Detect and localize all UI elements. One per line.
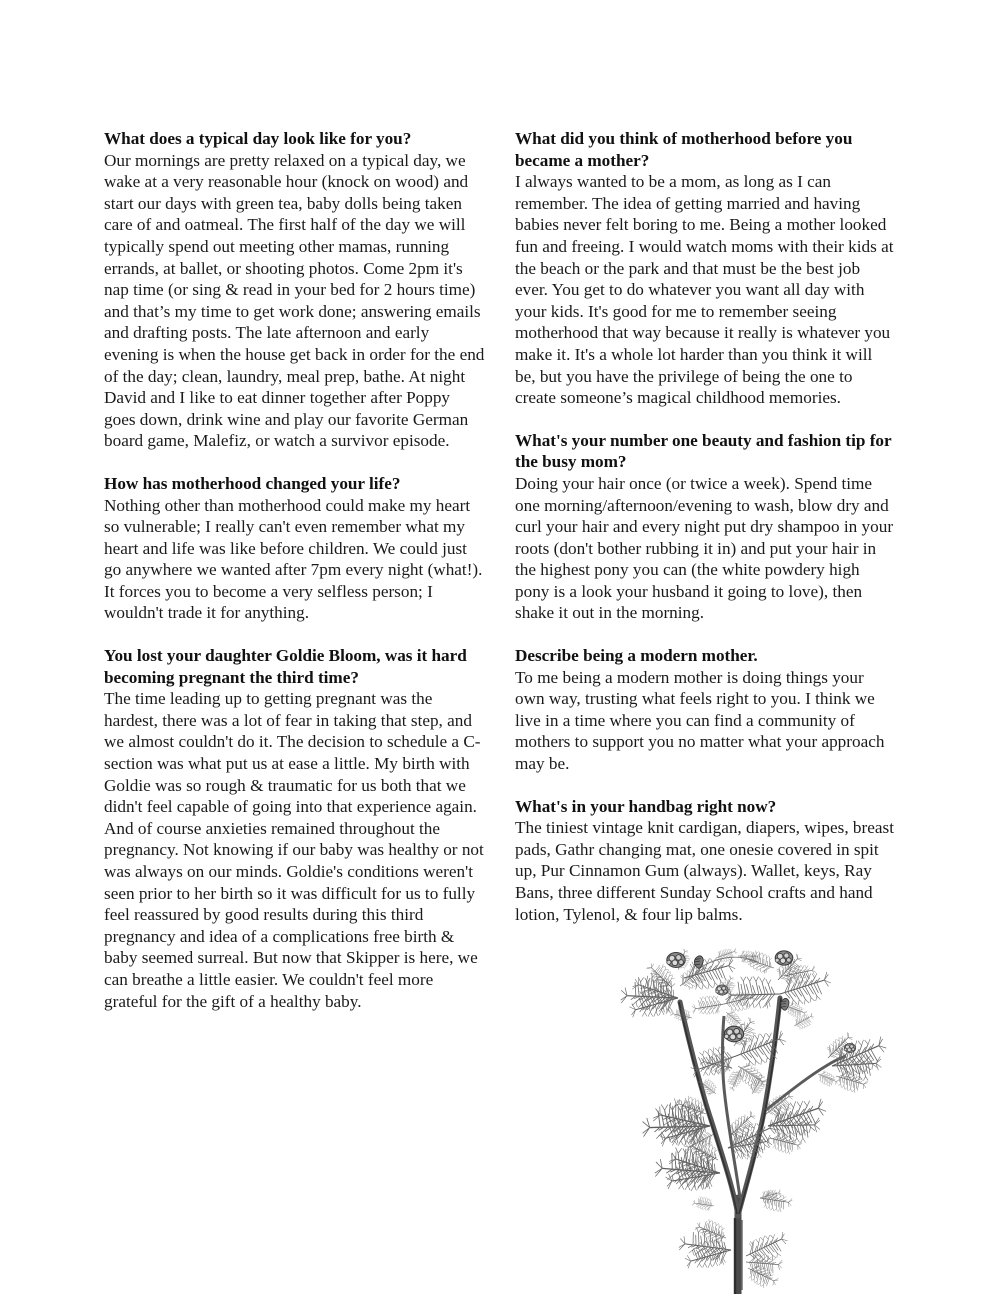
qa-block xyxy=(104,645,485,1012)
answer-paragraph: Our mornings are pretty relaxed on a typical day, we wake at a very reasonable hour (knock on wood) and start our days with green tea, baby dolls being taken care of and oatmeal. The first half of the day we will typically spend out meeting other mamas, running errands, at ballet, or shooting photos. Come 2pm it's nap time (or sing & read in your bed for 2 hours time) and that’s my time to get work done; answering emails and drafting posts. The late afternoon and early evening is when the house get back in order for the end of the day; clean, laundry, meal prep, bathe. At night David and I like to eat dinner together after Poppy goes down, drink wine and play our favorite German board game, Malefiz, or watch a survivor episode. xyxy=(104,150,485,451)
plant-group xyxy=(619,946,892,1294)
botanical-illustration xyxy=(588,898,900,1294)
answer-paragraph: To me being a modern mother is doing things your own way, trusting what feels right to you. I think we live in a time where you can find a community of mothers to support you no matter what your approach may be. xyxy=(515,667,885,774)
answer-paragraph: The tiniest vintage knit cardigan, diapers, wipes, breast pads, Gathr changing mat, one onesie covered in spit up, Pur Cinnamon Gum (always). Wallet, keys, Ray Bans, three different Sunday School crafts and hand lotion, Tylenol, & four lip balms. xyxy=(515,818,894,924)
left-column xyxy=(104,128,485,1033)
question-heading: You lost your daughter Goldie Bloom, was it hard becoming pregnant the third time? xyxy=(104,646,467,687)
question-heading: What's your number one beauty and fashion tip for the busy mom? xyxy=(515,430,892,472)
question-heading: Describe being a modern mother. xyxy=(515,646,758,666)
answer-paragraph: Nothing other than motherhood could make my heart so vulnerable; I really can't even remember what my heart and life was like before children. We could just go anywhere we wanted after 7pm every night (what!). It forces you to become a very selfless person; I wouldn't trade it for anything. xyxy=(104,495,483,623)
qa-block xyxy=(515,128,896,409)
qa-block xyxy=(515,430,896,624)
qa-block xyxy=(515,645,896,775)
flower-head xyxy=(716,985,728,995)
answer-paragraph: I always wanted to be a mom, as long as I can remember. The idea of getting married and having babies never felt boring to me. Being a mother looked fun and freeing. I would watch moms with their kids at the beach or the park and that must be the best job ever. You get to do whatever you want all day with your kids. It's good for me to remember seeing motherhood that way because it really is whatever you make it. It's a whole lot harder than you think it will be, but you have the privilege of being the one to create someone’s magical childhood memories. xyxy=(515,172,894,408)
answer-paragraph: The time leading up to getting pregnant was the hardest, there was a lot of fear in taking that step, and we almost couldn't do it. The decision to schedule a C-section was what put us at ease a little. My birth with Goldie was so rough & traumatic for us both that we didn't feel capable of going into that experience again. And of course anxieties remained throughout the pregnancy. Not knowing if our baby was healthy or not was always on our minds. Goldie's conditions weren't seen prior to her birth so it was difficult for us to fully feel reassured by good results during this third pregnancy and idea of a complications free birth & baby seemed surreal. But now that Skipper is here, we can breathe a little easier. We couldn't feel more grateful for the gift of a healthy baby. xyxy=(104,689,484,1011)
flower-bud xyxy=(781,999,789,1011)
question-heading: What does a typical day look like for you? xyxy=(104,129,412,148)
qa-block xyxy=(104,128,485,452)
question-heading: How has motherhood changed your life? xyxy=(104,473,401,493)
qa-block xyxy=(104,473,485,624)
answer-paragraph: Doing your hair once (or twice a week). Spend time one morning/afternoon/evening to wash, blow dry and curl your hair and every night put dry shampoo in your roots (don't bother rubbing it in) and put your hair in the highest pony you can (the white powdery high pony is a look your husband it going to love), then shake it out in the morning. xyxy=(515,473,894,623)
question-heading: What did you think of motherhood before you became a mother? xyxy=(515,129,853,170)
flower-head xyxy=(844,1043,856,1052)
flower-head xyxy=(775,951,793,965)
flower-head xyxy=(667,953,685,968)
flower-head xyxy=(724,1026,743,1042)
plant-drawing-svg xyxy=(588,898,900,1294)
question-heading: What's in your handbag right now? xyxy=(515,796,777,816)
